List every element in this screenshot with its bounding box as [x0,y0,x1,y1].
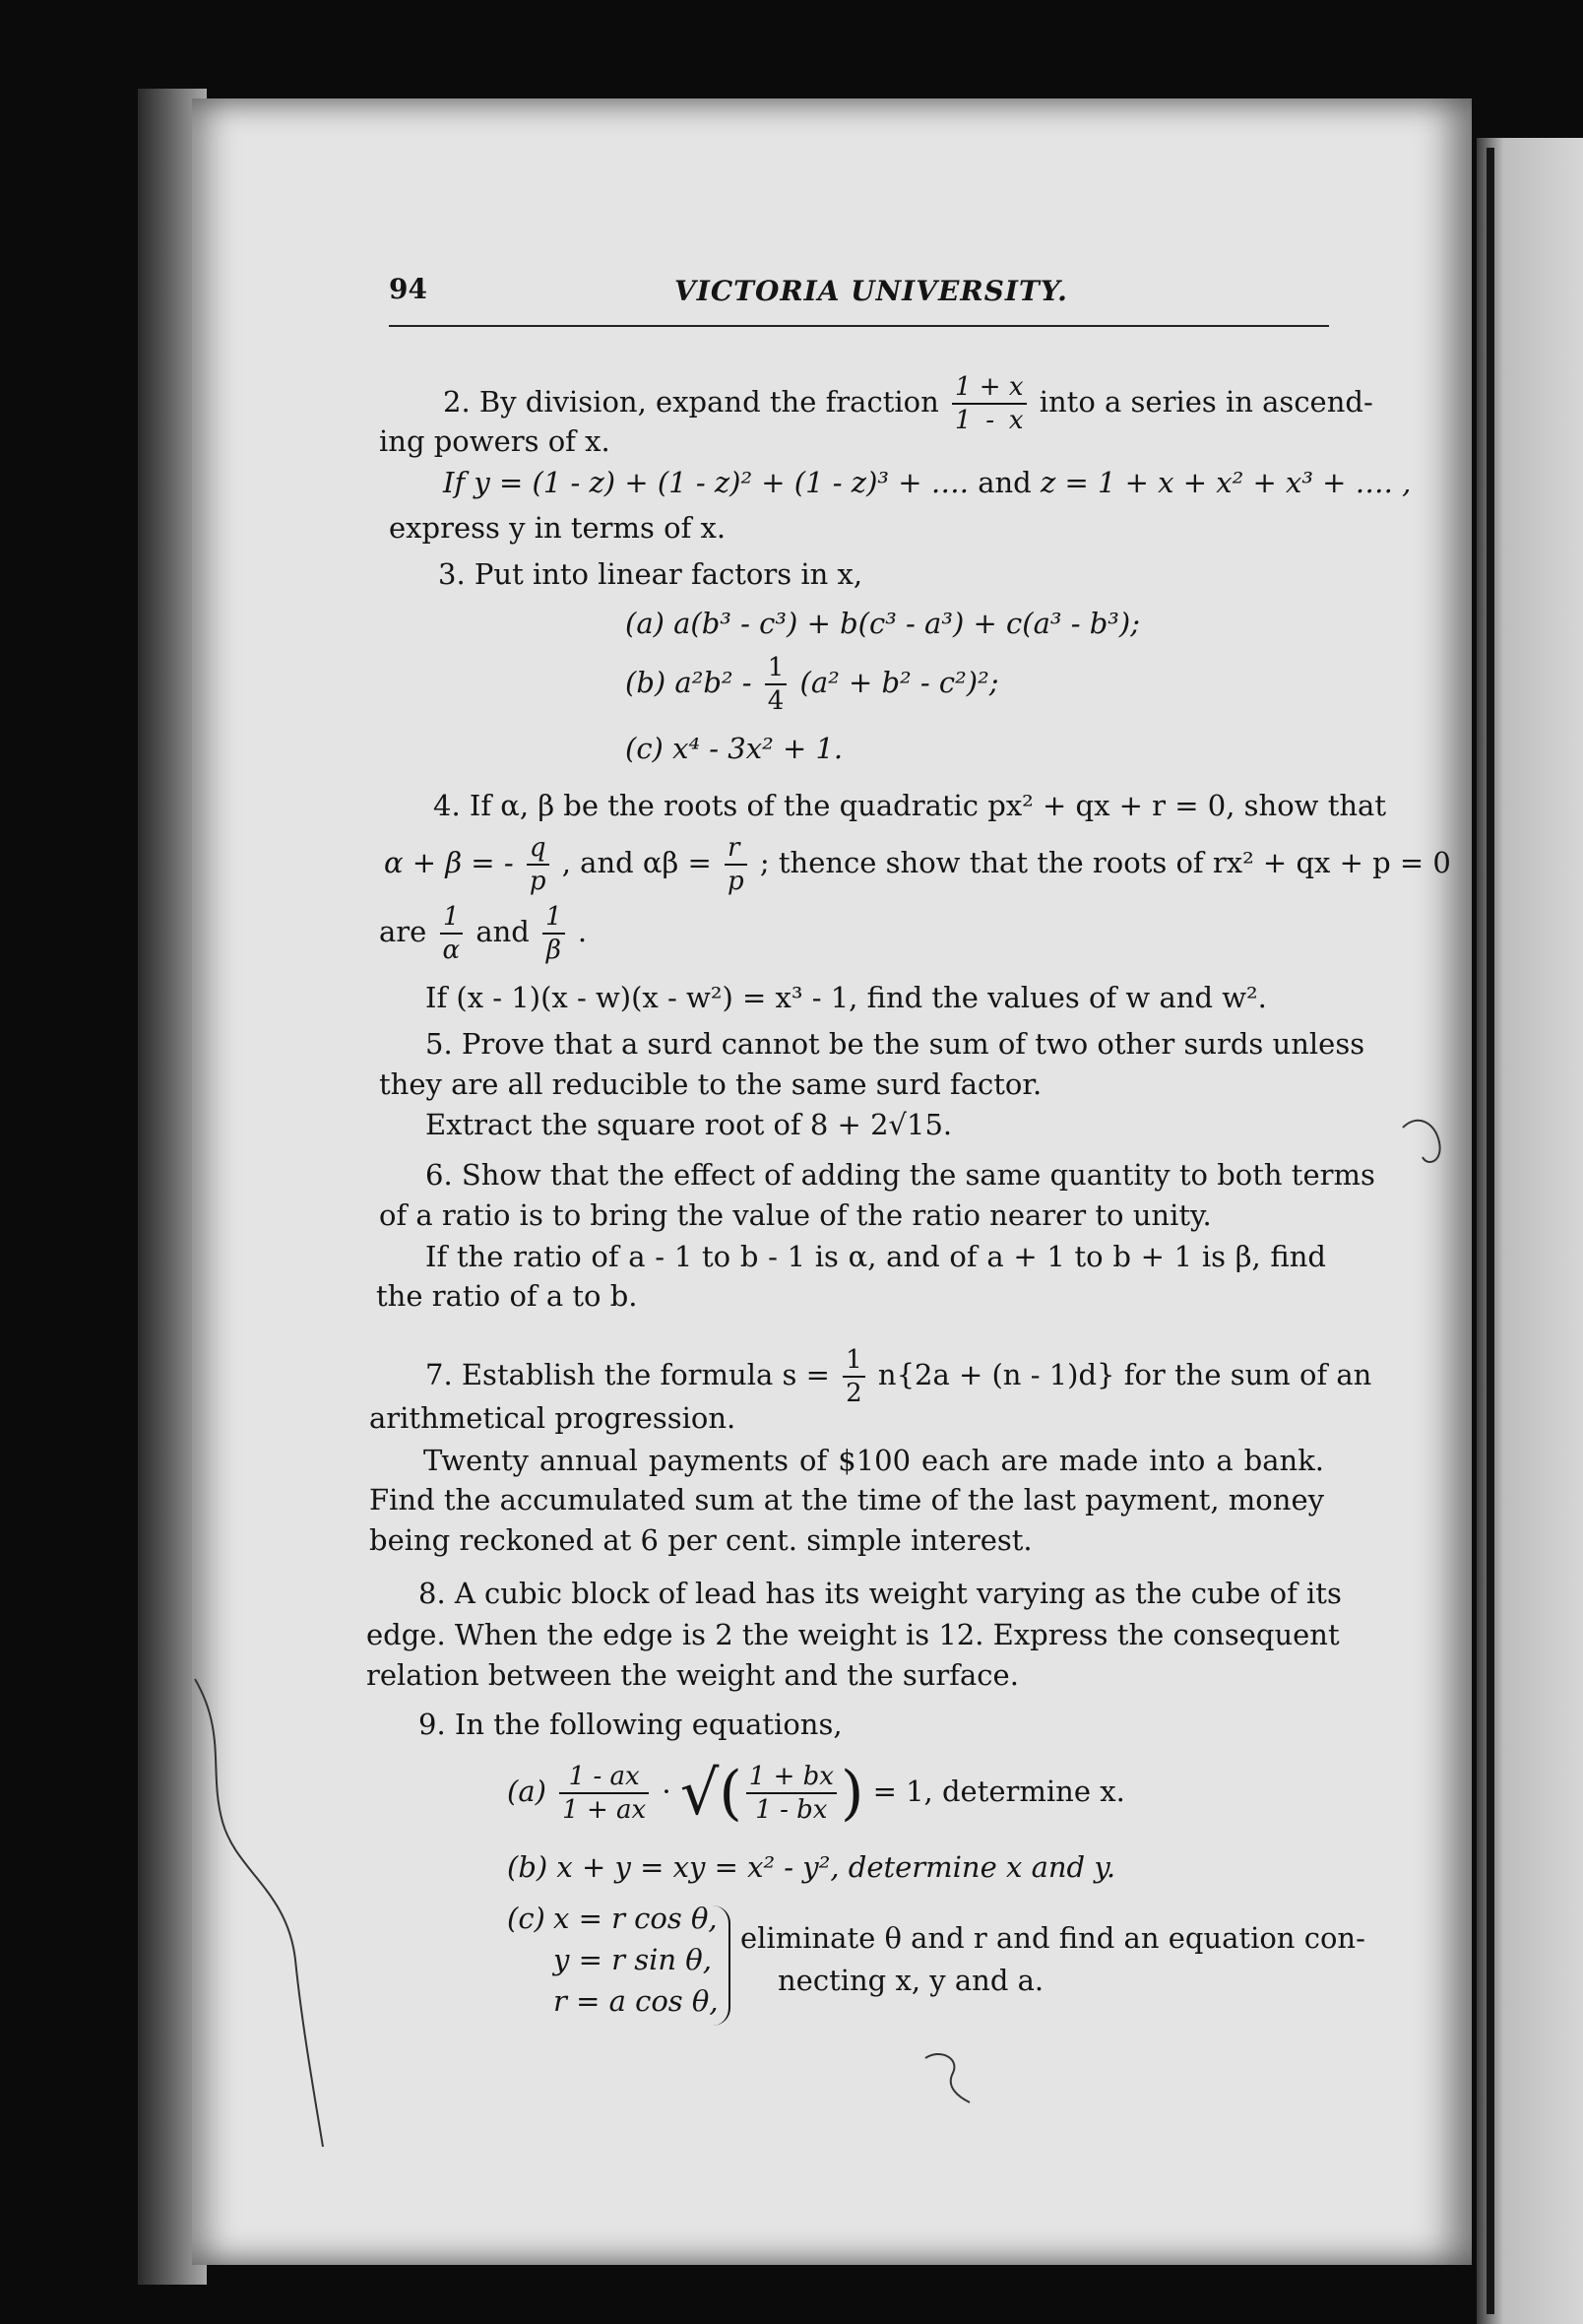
q7-line1-a: 7. Establish the formula s = [425,1358,830,1391]
q4-l2-frac1 [527,835,549,894]
q3-part-c: (c) x⁴ - 3x² + 1. [625,732,844,765]
q7-line1-b: n{2a + (n - 1)d} for the sum of an [877,1358,1372,1391]
q7-line1 [425,1345,1372,1408]
q7-fraction [843,1347,865,1406]
q9-a-dot: · [662,1775,671,1808]
q8-line2: edge. When the edge is 2 the weight is 12. Express the consequent [366,1618,1340,1651]
q4-l2-frac2 [725,835,747,894]
q4-l2-f2-den: p [728,867,744,896]
q9-a-f2-den: 1 - bx [755,1795,828,1825]
page-number: 94 [389,273,427,305]
q9-a-label: (a) [507,1775,546,1808]
q9-a-f1-num: 1 - ax [559,1764,649,1794]
q2-frac-den: 1 - x [954,406,1024,435]
q6-line1: 6. Show that the effect of adding the same quantity to both terms [425,1158,1375,1192]
q2-line4: express y in terms of x. [389,511,727,545]
q4-l3-f1-num: 1 [440,904,464,935]
right-brace [711,1905,730,2026]
q5-line2: they are all reducible to the same surd factor. [379,1067,1043,1101]
q4-l3-frac1 [440,904,464,963]
q6-line3: If the ratio of a - 1 to b - 1 is α, and of a + 1 to b + 1 is β, find [425,1240,1326,1273]
q4-l2-f2-num: r [725,835,747,866]
q3-b-label: (b) a²b² - [625,666,752,699]
q9-part-a [507,1757,1125,1829]
q2-line1-a: 2. By division, expand the fraction [443,385,939,419]
q2-line3-c: z = 1 + x + x² + x³ + …. , [1040,466,1412,499]
q8-line1: 8. A cubic block of lead has its weight varying as the cube of its [418,1577,1342,1610]
q5-line1: 5. Prove that a surd cannot be the sum of two other surds unless [425,1027,1365,1061]
q3-b-frac-num: 1 [765,655,788,685]
q2-frac-num: 1 + x [952,374,1027,405]
q6-line2: of a ratio is to bring the value of the ratio nearer to unity. [379,1198,1212,1232]
q5-line3: Extract the square root of 8 + 2√15. [425,1108,953,1141]
q4-l3-f1-den: α [442,936,461,965]
running-title: VICTORIA UNIVERSITY. [674,275,1068,307]
q4-l2-a: α + β = - [384,846,514,879]
q4-line1: 4. If α, β be the roots of the quadratic px² + qx + r = 0, show that [433,789,1387,822]
q7-line5: being reckoned at 6 per cent. simple interest. [369,1523,1033,1557]
q9-c-eq2: y = r sin θ, [553,1943,712,1976]
q4-l2-f1-den: p [529,867,546,896]
q4-l2-f1-num: q [527,835,549,866]
q2-line1-b: into a series in ascend- [1039,385,1373,419]
q9-c-label: (c) [507,1902,545,1935]
q4-l3-frac2 [542,904,565,963]
q4-l2-b: , and αβ = [561,846,712,879]
right-paren: ) [840,1759,864,1828]
q9-a-f1-den: 1 + ax [562,1795,647,1825]
q2-line2: ing powers of x. [379,424,610,458]
q4-line2 [384,833,1451,896]
q4-l3-c: . [577,915,588,948]
q7-frac-num: 1 [843,1347,865,1378]
q9-a-frac1 [559,1764,649,1823]
q3-part-b [625,655,999,714]
q3-intro: 3. Put into linear factors in x, [438,557,863,591]
q9-c-text1: eliminate θ and r and find an equation con- [740,1921,1365,1955]
q7-line3: Twenty annual payments of $100 each are made into a bank. [423,1444,1324,1477]
q9-a-rest: = 1, determine x. [872,1775,1125,1808]
q4-l3-f2-num: 1 [542,904,565,935]
q3-b-fraction [765,655,788,714]
q7-line2: arithmetical progression. [369,1401,736,1435]
q4-l3-f2-den: β [545,936,561,965]
q4-l2-c: ; thence show that the roots of rx² + qx + p = 0 [759,846,1451,879]
q4-l3-b: and [475,915,530,948]
q6-line4: the ratio of a to b. [376,1279,638,1313]
q8-line3: relation between the weight and the surface. [366,1658,1019,1692]
q2-line3 [443,465,1412,500]
radical-sign-icon: √ [679,1757,720,1829]
q3-b-rest: (a² + b² - c²)²; [799,666,999,699]
q2-line3-b: and [978,466,1032,499]
q9-c-text2: necting x, y and a. [778,1964,1045,1997]
q9-intro: 9. In the following equations, [418,1708,843,1741]
q4-line4: If (x - 1)(x - w)(x - w²) = x³ - 1, find the values of w and w². [425,981,1267,1014]
q9-a-frac2 [746,1764,837,1823]
q4-line3 [379,904,587,963]
q9-c-eq1: x = r cos θ, [553,1902,718,1935]
q9-part-b: (b) x + y = xy = x² - y², determine x and y. [507,1850,1116,1884]
q2-fraction [952,374,1027,433]
q3-b-frac-den: 4 [767,686,785,716]
q2-line3-a: If y = (1 - z) + (1 - z)² + (1 - z)³ + …. [443,466,969,499]
left-paren: ( [719,1759,742,1828]
header-rule [389,325,1329,327]
q9-a-sqrt [679,1757,864,1829]
q9-a-f2-num: 1 + bx [746,1764,837,1794]
q7-frac-den: 2 [846,1379,862,1408]
q4-l3-a: are [379,915,427,948]
q9-c-eq3: r = a cos θ, [553,1984,719,2018]
q3-part-a: (a) a(b³ - c³) + b(c³ - a³) + c(a³ - b³); [625,607,1141,640]
q7-line4: Find the accumulated sum at the time of the last payment, money [369,1483,1324,1517]
